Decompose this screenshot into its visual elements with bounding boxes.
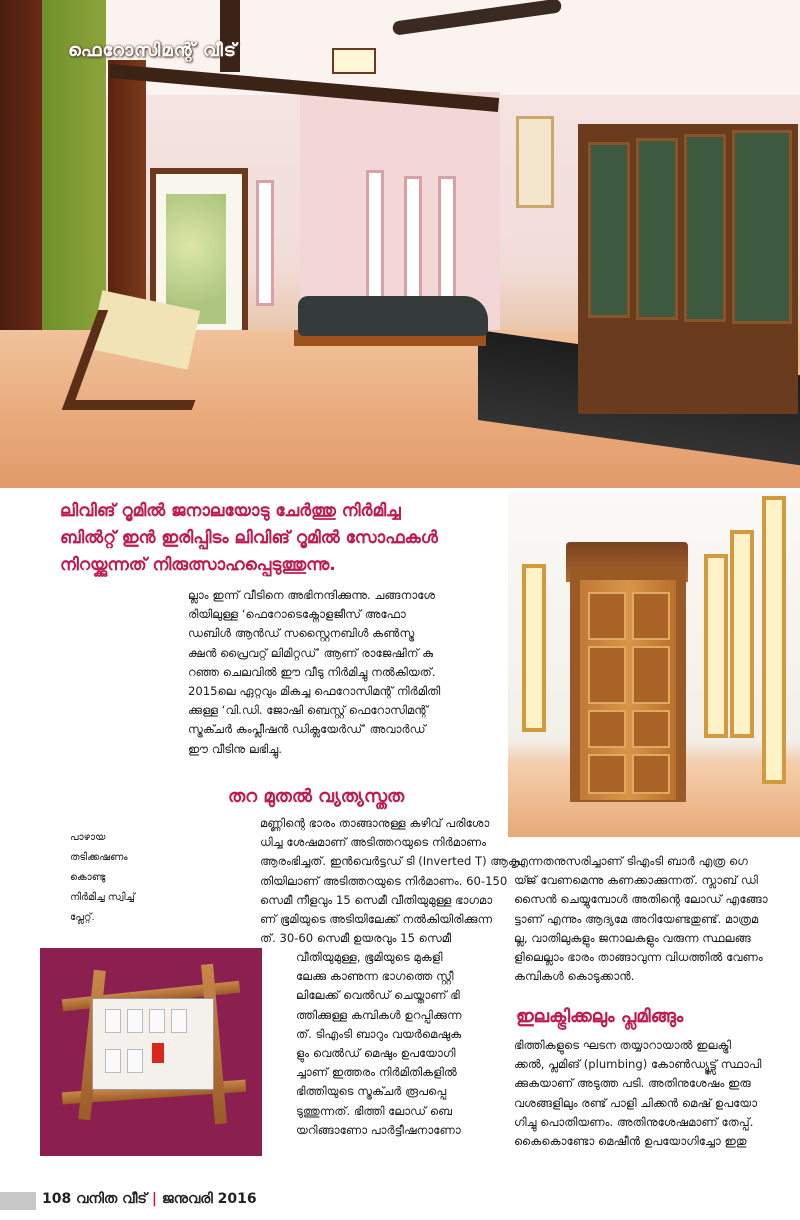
text-line: ആരംഭിച്ചത്. ഇൻവെർട്ടഡ് ടി (Inverted T) ആകൃ bbox=[260, 854, 519, 869]
text-line: ഈ വീടിനു ലഭിച്ചു. bbox=[188, 741, 282, 756]
text-line: ല്ലാം ഇന്ന് വീടിനെ അഭിനന്ദിക്കുന്നു. ചങ്ങനാശേ bbox=[188, 588, 436, 602]
slit-window bbox=[438, 176, 456, 302]
text-line: സെമീ നീളവും 15 സെമീ വീതിയുമുള്ള ഭാഗമാ bbox=[260, 892, 493, 907]
text-line: രിയിലുള്ള ‘ഫെറോടെക്നോളജീസ് അഫോ bbox=[188, 607, 406, 622]
section2-paragraph bbox=[514, 1036, 798, 1151]
side-note bbox=[70, 828, 135, 928]
caption-line: നിറയ്ക്കുന്നത് നിരുത്സാഹപ്പെടുത്തുന്നു. bbox=[60, 555, 336, 575]
slit-window bbox=[704, 554, 728, 738]
text-line: കമ്പികൾ കൊടുക്കാൻ. bbox=[514, 969, 635, 984]
note-line: തടിക്കഷണം bbox=[70, 852, 128, 863]
magazine-name: വനിത വീട് bbox=[76, 1191, 147, 1207]
text-line: ക്കൽ, പ്ലമിങ് (plumbing) കോൺഡ്യൂട്ട്സ് സ്ഥാപി bbox=[514, 1057, 762, 1072]
text-line: ധിച്ച ശേഷമാണ് അടിത്തറയുടെ നിർമാണം bbox=[260, 835, 487, 850]
text-line: ഗിച്ചു പൊതിയണം. അതിനുശേഷമാണ് തേപ്പ്. bbox=[514, 1114, 754, 1129]
text-line: ണ് ഭൂമിയുടെ അടിയിലേക്ക് നൽകിയിരിക്കുന്ന bbox=[260, 912, 493, 927]
text-line: ച്ചാണ് ഇത്തരം നിർമിതികളിൽ bbox=[296, 1065, 457, 1080]
text-line: മണ്ണിന്റെ ഭാരം താങ്ങാനുള്ള കഴിവ് പരിശോ bbox=[260, 816, 490, 830]
text-line: വശങ്ങളിലും രണ്ട് പാളി ചിക്കൻ മെഷ് ഉപയോ bbox=[514, 1095, 758, 1110]
text-line: ഡബിൾ ആൻഡ് സസ്റ്റൈനബിൾ കൺസ്ട്ര bbox=[188, 626, 415, 641]
note-line: പ്ലേറ്റ്. bbox=[70, 912, 95, 923]
text-line: ളിലെല്ലാം ഭാരം താങ്ങാവുന്ന വിധത്തിൽ വേണം bbox=[514, 950, 763, 965]
text-line: യറിങ്ങാണോ പാർട്ടീഷനാണോ bbox=[296, 1122, 461, 1137]
text-line: ട്ടാണ് എന്നും ആദ്യമേ അറിയേണ്ടതുണ്ട്. മാത്രമ bbox=[514, 911, 759, 926]
door-photo bbox=[508, 492, 800, 837]
text-line: ഭിത്തികളുടെ ഘടന തയ്യാറായാൽ ഇലക്ട്രി bbox=[514, 1038, 732, 1052]
text-line: കൈകൊണ്ടോ മെഷീൻ ഉപയോഗിച്ചോ ഇതു bbox=[514, 1134, 747, 1149]
text-line: വീതിയുമുള്ള, ഭൂമിയുടെ മുകളി bbox=[296, 950, 443, 964]
living-room-photo bbox=[0, 0, 800, 488]
wall-painting bbox=[516, 116, 554, 208]
text-line: തിയിലാണ് അടിത്തറയുടെ നിർമാണം. 60-150 bbox=[260, 873, 508, 888]
text-line: ടുത്തുന്നത്. ഭിത്തി ലോഡ് ബെ bbox=[296, 1103, 453, 1118]
footer-bar bbox=[0, 1192, 36, 1210]
section1-paragraph-top bbox=[260, 814, 519, 948]
intro-paragraph bbox=[188, 586, 500, 759]
text-line: റഞ്ഞ ചെലവിൽ ഈ വീടു നിർമിച്ചു നൽകിയത്. bbox=[188, 664, 436, 679]
red-switch bbox=[152, 1043, 164, 1063]
text-line: സ്ട്രക്ചർ കംപ്ലീഷൻ ഡിക്ലയേർഡ്’ അവാർഡ് bbox=[188, 722, 426, 737]
text-line: യ്ജ് വേണമെന്നു കണക്കാക്കുന്നത്. സ്ലാബ് ഡി bbox=[514, 873, 758, 888]
caption-line: ബിൽറ്റ് ഇൻ ഇരിപ്പിടം ലിവിങ് റൂമിൽ സോഫകൾ bbox=[60, 528, 438, 548]
text-line: ക്ഷൻ പ്രൈവറ്റ് ലിമിറ്റഡ്’ ആണ് രാജേഷിന് കു bbox=[188, 645, 434, 660]
text-line: ക്കുള്ള ‘വി.ഡി. ജോഷി ബെസ്റ്റ് ഫെറോസിമന്റ് bbox=[188, 703, 428, 718]
wooden-door bbox=[580, 580, 676, 800]
switch-plate-photo bbox=[40, 948, 262, 1156]
footer-text bbox=[42, 1191, 257, 1207]
ceiling-lamp bbox=[332, 48, 376, 74]
text-line: ത്. ടിഎംടി ബാറും വയർമെഷുക bbox=[296, 1026, 462, 1041]
caption-line: ലിവിങ് റൂമിൽ ജനാലയോടു ചേർത്തു നിർമിച്ച bbox=[60, 501, 401, 521]
page-footer bbox=[0, 1180, 800, 1220]
ceiling-beam bbox=[220, 0, 240, 72]
page-number: 108 bbox=[42, 1191, 72, 1207]
text-line: ത്. 30-60 സെമീ ഉയരവും 15 സെമീ bbox=[260, 931, 452, 946]
slit-window bbox=[256, 180, 274, 306]
photo-caption bbox=[60, 498, 480, 579]
wooden-window bbox=[578, 124, 798, 414]
slit-window bbox=[730, 530, 754, 738]
text-line: 2015ലെ ഏറ്റവും മികച്ച ഫെറോസിമന്റ് നിർമിതി bbox=[188, 684, 441, 699]
right-paragraph bbox=[514, 852, 798, 986]
text-line: ളും വെൽഡ് മെഷും ഉപയോഗി bbox=[296, 1046, 456, 1061]
note-line: കൊണ്ടു bbox=[70, 872, 106, 883]
section1-paragraph-bottom bbox=[296, 948, 500, 1140]
text-line: സൈൻ ചെയ്യുമ്പോൾ അതിന്റെ ലോഡ് എങ്ങോ bbox=[514, 892, 768, 907]
section-badge: ഫെറോസിമന്റ് വീട് bbox=[68, 40, 237, 61]
text-line: ത്തിക്കുള്ള കമ്പികൾ ഉറപ്പിക്കുന്ന bbox=[296, 1007, 462, 1022]
text-line: ലേക്കു കാണുന്ന ഭാഗത്തെ സ്റ്റീ bbox=[296, 969, 454, 984]
slit-window bbox=[522, 564, 546, 732]
text-line: ല്ല, വാതിലുകളും ജനാലകളും വരുന്ന സ്ഥലങ്ങ bbox=[514, 930, 751, 945]
settee bbox=[298, 296, 488, 336]
issue-date: ജനുവരി 2016 bbox=[161, 1191, 257, 1207]
note-line: നിർമിച്ച സ്വിച്ച് bbox=[70, 892, 135, 903]
section-heading: തറ മുതൽ വ്യത്യസ്തത bbox=[228, 786, 405, 807]
slit-window bbox=[404, 176, 422, 302]
footer-separator: | bbox=[151, 1191, 157, 1207]
section-heading: ഇലക്ട്രിക്കലും പ്ലമിങ്ങും bbox=[516, 1006, 684, 1027]
text-line: ക്കുകയാണ് അടുത്ത പടി. അതിനുശേഷം ഇരു bbox=[514, 1076, 751, 1091]
note-line: പാഴായ bbox=[70, 832, 106, 843]
slit-window bbox=[366, 170, 384, 304]
text-line: ഭിത്തിയുടെ സ്ട്രക്ചർ രൂപപ്പെ bbox=[296, 1084, 447, 1099]
text-line: ലിലേക്ക് വെൽഡ് ചെയ്താണ് ഭി bbox=[296, 988, 460, 1003]
slit-window bbox=[762, 496, 786, 784]
text-line: എന്നതനുസരിച്ചാണ് ടിഎംടി ബാർ എത്ര ഗെ bbox=[514, 854, 748, 868]
